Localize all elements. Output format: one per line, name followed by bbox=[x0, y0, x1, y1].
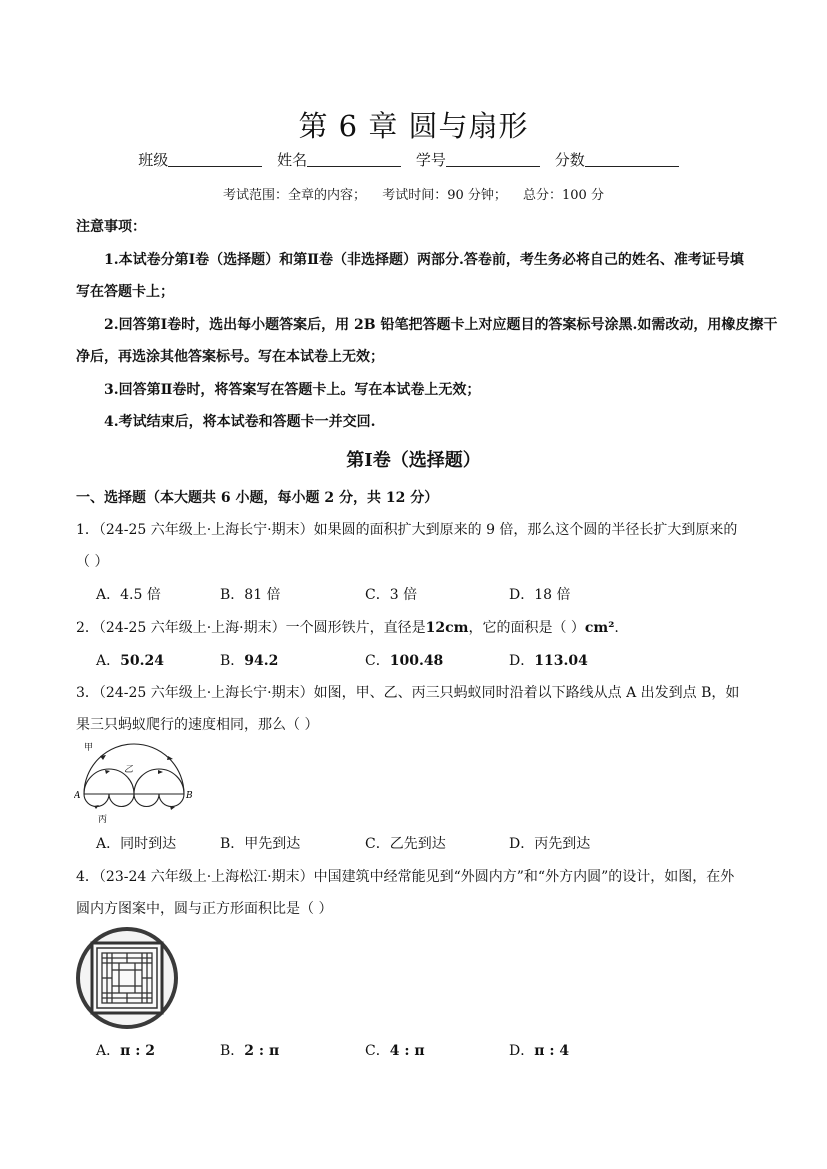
q1-stem-line-2: （ ） bbox=[76, 554, 109, 570]
part-heading: 一、选择题（本大题共 6 小题，每小题 2 分，共 12 分） bbox=[76, 490, 439, 506]
name-field[interactable] bbox=[307, 152, 401, 167]
q1-stem-line-1: 1．（24-25 六年级上·上海长宁·期末）如果圆的面积扩大到原来的 9 倍，那么这个圆的半径长扩大到原来的 bbox=[76, 522, 738, 538]
note-2-line-1: 2.回答第Ⅰ卷时，选出每小题答案后，用 2B 铅笔把答题卡上对应题目的答案标号涂黑.如需改动，用橡皮擦干 bbox=[104, 317, 778, 333]
label-b: B bbox=[186, 791, 193, 801]
path-jia-large-arc bbox=[84, 744, 184, 794]
note-1-line-2: 写在答题卡上； bbox=[76, 284, 174, 300]
note-2-line-2: 净后，再选涂其他答案标号。写在本试卷上无效； bbox=[76, 349, 384, 365]
arrow-icon bbox=[158, 770, 163, 774]
q3-option-a[interactable]: A．同时到达 bbox=[96, 836, 177, 852]
q3-stem-line-1: 3．（24-25 六年级上·上海长宁·期末）如图，甲、乙、丙三只蚂蚁同时沿着以下路线从点 A 出发到点 B，如 bbox=[76, 685, 740, 701]
q2-option-a[interactable] bbox=[96, 650, 164, 670]
score-label: 分数 bbox=[554, 151, 585, 169]
round-outside-square-inside-figure bbox=[74, 926, 180, 1030]
path-bing-small-arcs bbox=[84, 794, 184, 807]
q2-option-a-value: 50.24 bbox=[120, 653, 164, 669]
arrow-icon bbox=[100, 755, 106, 760]
label-a: A bbox=[74, 791, 81, 801]
arrow-icon bbox=[105, 770, 110, 774]
q2-option-a-letter: A． bbox=[96, 653, 121, 669]
page-title: 第 6 章 圆与扇形 bbox=[298, 109, 529, 143]
q4-option-d-value: π : 4 bbox=[534, 1043, 570, 1059]
q2-diameter: 12cm bbox=[425, 620, 469, 636]
q2-stem bbox=[76, 617, 619, 637]
section-title: 第Ⅰ卷（选择题） bbox=[346, 450, 481, 471]
q2-option-c-letter: C． bbox=[365, 653, 390, 669]
q3-option-b[interactable]: B．甲先到达 bbox=[220, 836, 301, 852]
q2-option-b-value: 94.2 bbox=[244, 653, 279, 669]
q4-option-c-value: 4 : π bbox=[389, 1043, 425, 1059]
notes-heading: 注意事项： bbox=[76, 219, 146, 235]
q2-option-c-value: 100.48 bbox=[389, 653, 444, 669]
exam-total: 总分：100 分 bbox=[523, 188, 604, 203]
score-field[interactable] bbox=[585, 152, 679, 167]
q4-option-b-letter: B． bbox=[220, 1043, 245, 1059]
q4-stem-line-2: 圆内方图案中，圆与正方形面积比是（ ） bbox=[76, 901, 333, 917]
arrow-icon bbox=[167, 756, 173, 760]
q4-option-d[interactable] bbox=[509, 1040, 569, 1060]
q2-option-d-value: 113.04 bbox=[534, 653, 588, 669]
q2-option-b-letter: B． bbox=[220, 653, 245, 669]
q4-option-a-value: π : 2 bbox=[120, 1043, 156, 1059]
q4-stem-line-1: 4．（23-24 六年级上·上海松江·期末）中国建筑中经常能见到“外圆内方”和“外方内圆”的设计，如图，在外 bbox=[76, 869, 735, 885]
q4-option-c-letter: C． bbox=[365, 1043, 390, 1059]
q1-option-d[interactable]: D．18 倍 bbox=[509, 587, 571, 603]
q2-unit: cm² bbox=[584, 620, 615, 636]
label-bing: 丙 bbox=[98, 815, 108, 824]
q2-stem-prefix: 2．（24-25 六年级上·上海·期末）一个圆形铁片，直径是 bbox=[76, 620, 426, 636]
q4-option-a-letter: A． bbox=[96, 1043, 121, 1059]
q2-stem-suffix: . bbox=[614, 620, 619, 636]
q2-option-c[interactable] bbox=[365, 650, 443, 670]
path-yi-medium-arcs bbox=[84, 769, 184, 794]
ant-paths-figure bbox=[74, 742, 194, 824]
name-label: 姓名 bbox=[277, 151, 308, 169]
q3-option-c[interactable]: C．乙先到达 bbox=[365, 836, 446, 852]
q3-option-d[interactable]: D．丙先到达 bbox=[509, 836, 591, 852]
student-info-line bbox=[0, 149, 827, 170]
class-label: 班级 bbox=[138, 151, 169, 169]
label-jia: 甲 bbox=[84, 743, 94, 753]
q4-option-d-letter: D． bbox=[509, 1043, 535, 1059]
q3-stem-line-2: 果三只蚂蚁爬行的速度相同，那么（ ） bbox=[76, 717, 319, 733]
arrow-icon bbox=[94, 805, 99, 809]
note-4: 4.考试结束后，将本试卷和答题卡一并交回. bbox=[104, 414, 376, 430]
exam-scope: 考试范围：全章的内容； bbox=[223, 188, 367, 203]
id-label: 学号 bbox=[415, 151, 446, 169]
exam-time: 考试时间：90 分钟； bbox=[382, 188, 507, 203]
q2-stem-middle: ，它的面积是（ ） bbox=[468, 620, 585, 636]
q2-option-d[interactable] bbox=[509, 650, 588, 670]
q4-option-b-value: 2 : π bbox=[244, 1043, 280, 1059]
q1-option-a[interactable]: A．4.5 倍 bbox=[96, 587, 161, 603]
note-1-line-1: 1.本试卷分第Ⅰ卷（选择题）和第Ⅱ卷（非选择题）两部分.答卷前，考生务必将自己的姓名、准考证号填 bbox=[104, 252, 744, 268]
q1-option-b[interactable]: B．81 倍 bbox=[220, 587, 281, 603]
class-field[interactable] bbox=[168, 152, 262, 167]
q1-option-c[interactable]: C．3 倍 bbox=[365, 587, 418, 603]
q2-option-b[interactable] bbox=[220, 650, 278, 670]
q2-option-d-letter: D． bbox=[509, 653, 535, 669]
id-field[interactable] bbox=[446, 152, 540, 167]
q4-option-c[interactable] bbox=[365, 1040, 425, 1060]
q4-option-b[interactable] bbox=[220, 1040, 279, 1060]
q4-option-a[interactable] bbox=[96, 1040, 155, 1060]
exam-range-line bbox=[0, 184, 827, 203]
note-3: 3.回答第Ⅱ卷时，将答案写在答题卡上。写在本试卷上无效； bbox=[104, 382, 481, 398]
label-yi: 乙 bbox=[124, 765, 134, 775]
